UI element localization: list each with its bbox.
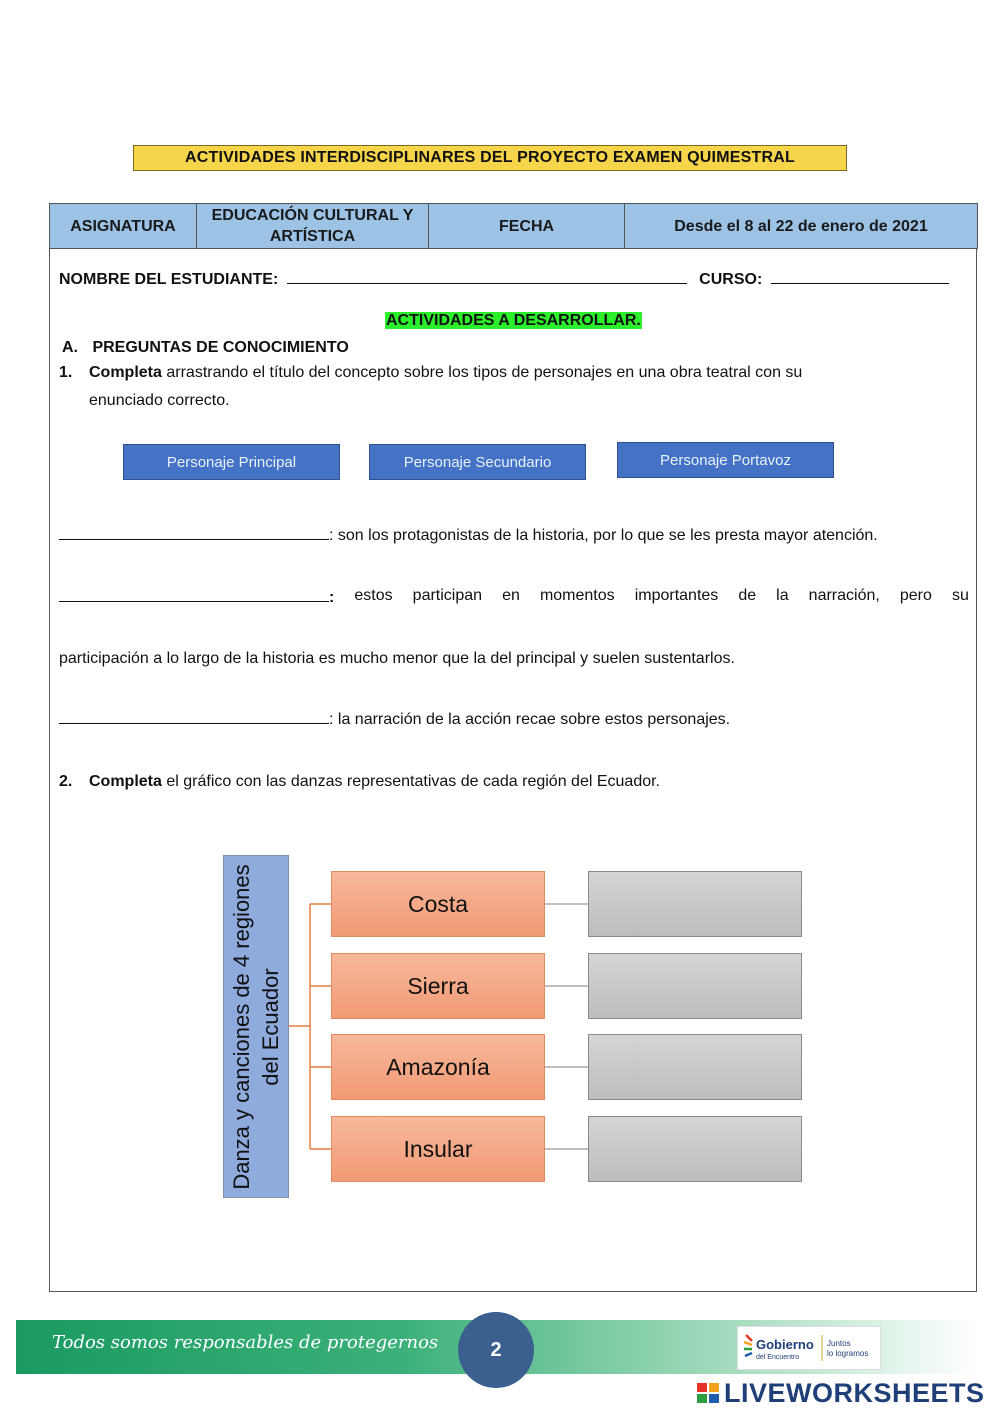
q2-number: 2. bbox=[59, 773, 73, 790]
statement-2-word: momentos bbox=[539, 587, 615, 604]
statement-2-word: narración, bbox=[808, 587, 880, 604]
government-logo bbox=[737, 1326, 881, 1370]
gov-motto-2: lo logramos bbox=[827, 1349, 869, 1358]
course-label: CURSO: bbox=[699, 271, 763, 288]
subject-value-cell: EDUCACIÓN CULTURAL Y ARTÍSTICA bbox=[196, 203, 429, 249]
option-personaje-portavoz[interactable]: Personaje Portavoz bbox=[617, 442, 834, 478]
answer-box-insular[interactable] bbox=[588, 1116, 802, 1182]
statement-1-text: : son los protagonistas de la historia, por lo que se les presta mayor atención. bbox=[329, 527, 878, 544]
option-personaje-secundario[interactable]: Personaje Secundario bbox=[369, 444, 586, 480]
q1-text: arrastrando el título del concepto sobre los tipos de personajes en una obra teatral con su bbox=[166, 364, 803, 381]
region-amazonia: Amazonía bbox=[331, 1034, 545, 1100]
statement-2-word: pero bbox=[899, 587, 932, 604]
date-label-cell: FECHA bbox=[428, 203, 625, 249]
activities-heading-text: ACTIVIDADES A DESARROLLAR. bbox=[386, 312, 641, 329]
statement-2-word: la bbox=[776, 587, 789, 604]
subject-label-cell: ASIGNATURA bbox=[49, 203, 197, 249]
statement-2-continuation: participación a lo largo de la historia es mucho menor que la del principal y suelen sustentarlos. bbox=[59, 650, 735, 667]
student-name-label: NOMBRE DEL ESTUDIANTE: bbox=[59, 271, 279, 288]
gov-sub: del Encuentro bbox=[756, 1354, 800, 1361]
section-a-letter: A. bbox=[62, 339, 78, 356]
section-a-title: PREGUNTAS DE CONOCIMIENTO bbox=[92, 339, 349, 356]
gov-motto-1: Juntos bbox=[827, 1339, 851, 1348]
page-number: 2 bbox=[458, 1312, 534, 1388]
q1-number: 1. bbox=[59, 364, 73, 381]
q1-bold-word: Completa bbox=[89, 364, 162, 381]
document-title-banner: ACTIVIDADES INTERDISCIPLINARES DEL PROYECTO EXAMEN QUIMESTRAL bbox=[133, 145, 847, 171]
answer-box-sierra[interactable] bbox=[588, 953, 802, 1019]
liveworksheets-logo-icon bbox=[697, 1380, 721, 1411]
statement-3-text: : la narración de la acción recae sobre estos personajes. bbox=[329, 711, 731, 728]
statement-2: : estos participan en momentos importantes de la narración, pero su bbox=[59, 587, 969, 607]
footer-slogan: Todos somos responsables de protegernos bbox=[52, 1332, 439, 1353]
answer-box-amazonia[interactable] bbox=[588, 1034, 802, 1100]
statement-2-word: participan bbox=[412, 587, 483, 604]
q2-bold-word: Completa bbox=[89, 773, 162, 790]
diagram-title-text: Danza y canciones de 4 regiones del Ecuador bbox=[229, 863, 283, 1190]
region-sierra: Sierra bbox=[331, 953, 545, 1019]
q2-text: el gráfico con las danzas representativas de cada región del Ecuador. bbox=[166, 773, 660, 790]
region-costa: Costa bbox=[331, 871, 545, 937]
date-value-cell: Desde el 8 al 22 de enero de 2021 bbox=[624, 203, 978, 249]
statement-2-word: estos bbox=[354, 587, 393, 604]
statement-2-word: su bbox=[951, 587, 969, 604]
gov-name: Gobierno bbox=[756, 1337, 814, 1352]
option-personaje-principal[interactable]: Personaje Principal bbox=[123, 444, 340, 480]
government-logo-icon bbox=[738, 1327, 880, 1369]
region-insular: Insular bbox=[331, 1116, 545, 1182]
statement-2-word: importantes bbox=[634, 587, 719, 604]
answer-box-costa[interactable] bbox=[588, 871, 802, 937]
statement-2-word: en bbox=[502, 587, 520, 604]
statement-2-word: de bbox=[738, 587, 757, 604]
liveworksheets-brand: LIVEWORKSHEETS bbox=[724, 1378, 985, 1408]
q1-text-line2: enunciado correcto. bbox=[89, 392, 230, 409]
